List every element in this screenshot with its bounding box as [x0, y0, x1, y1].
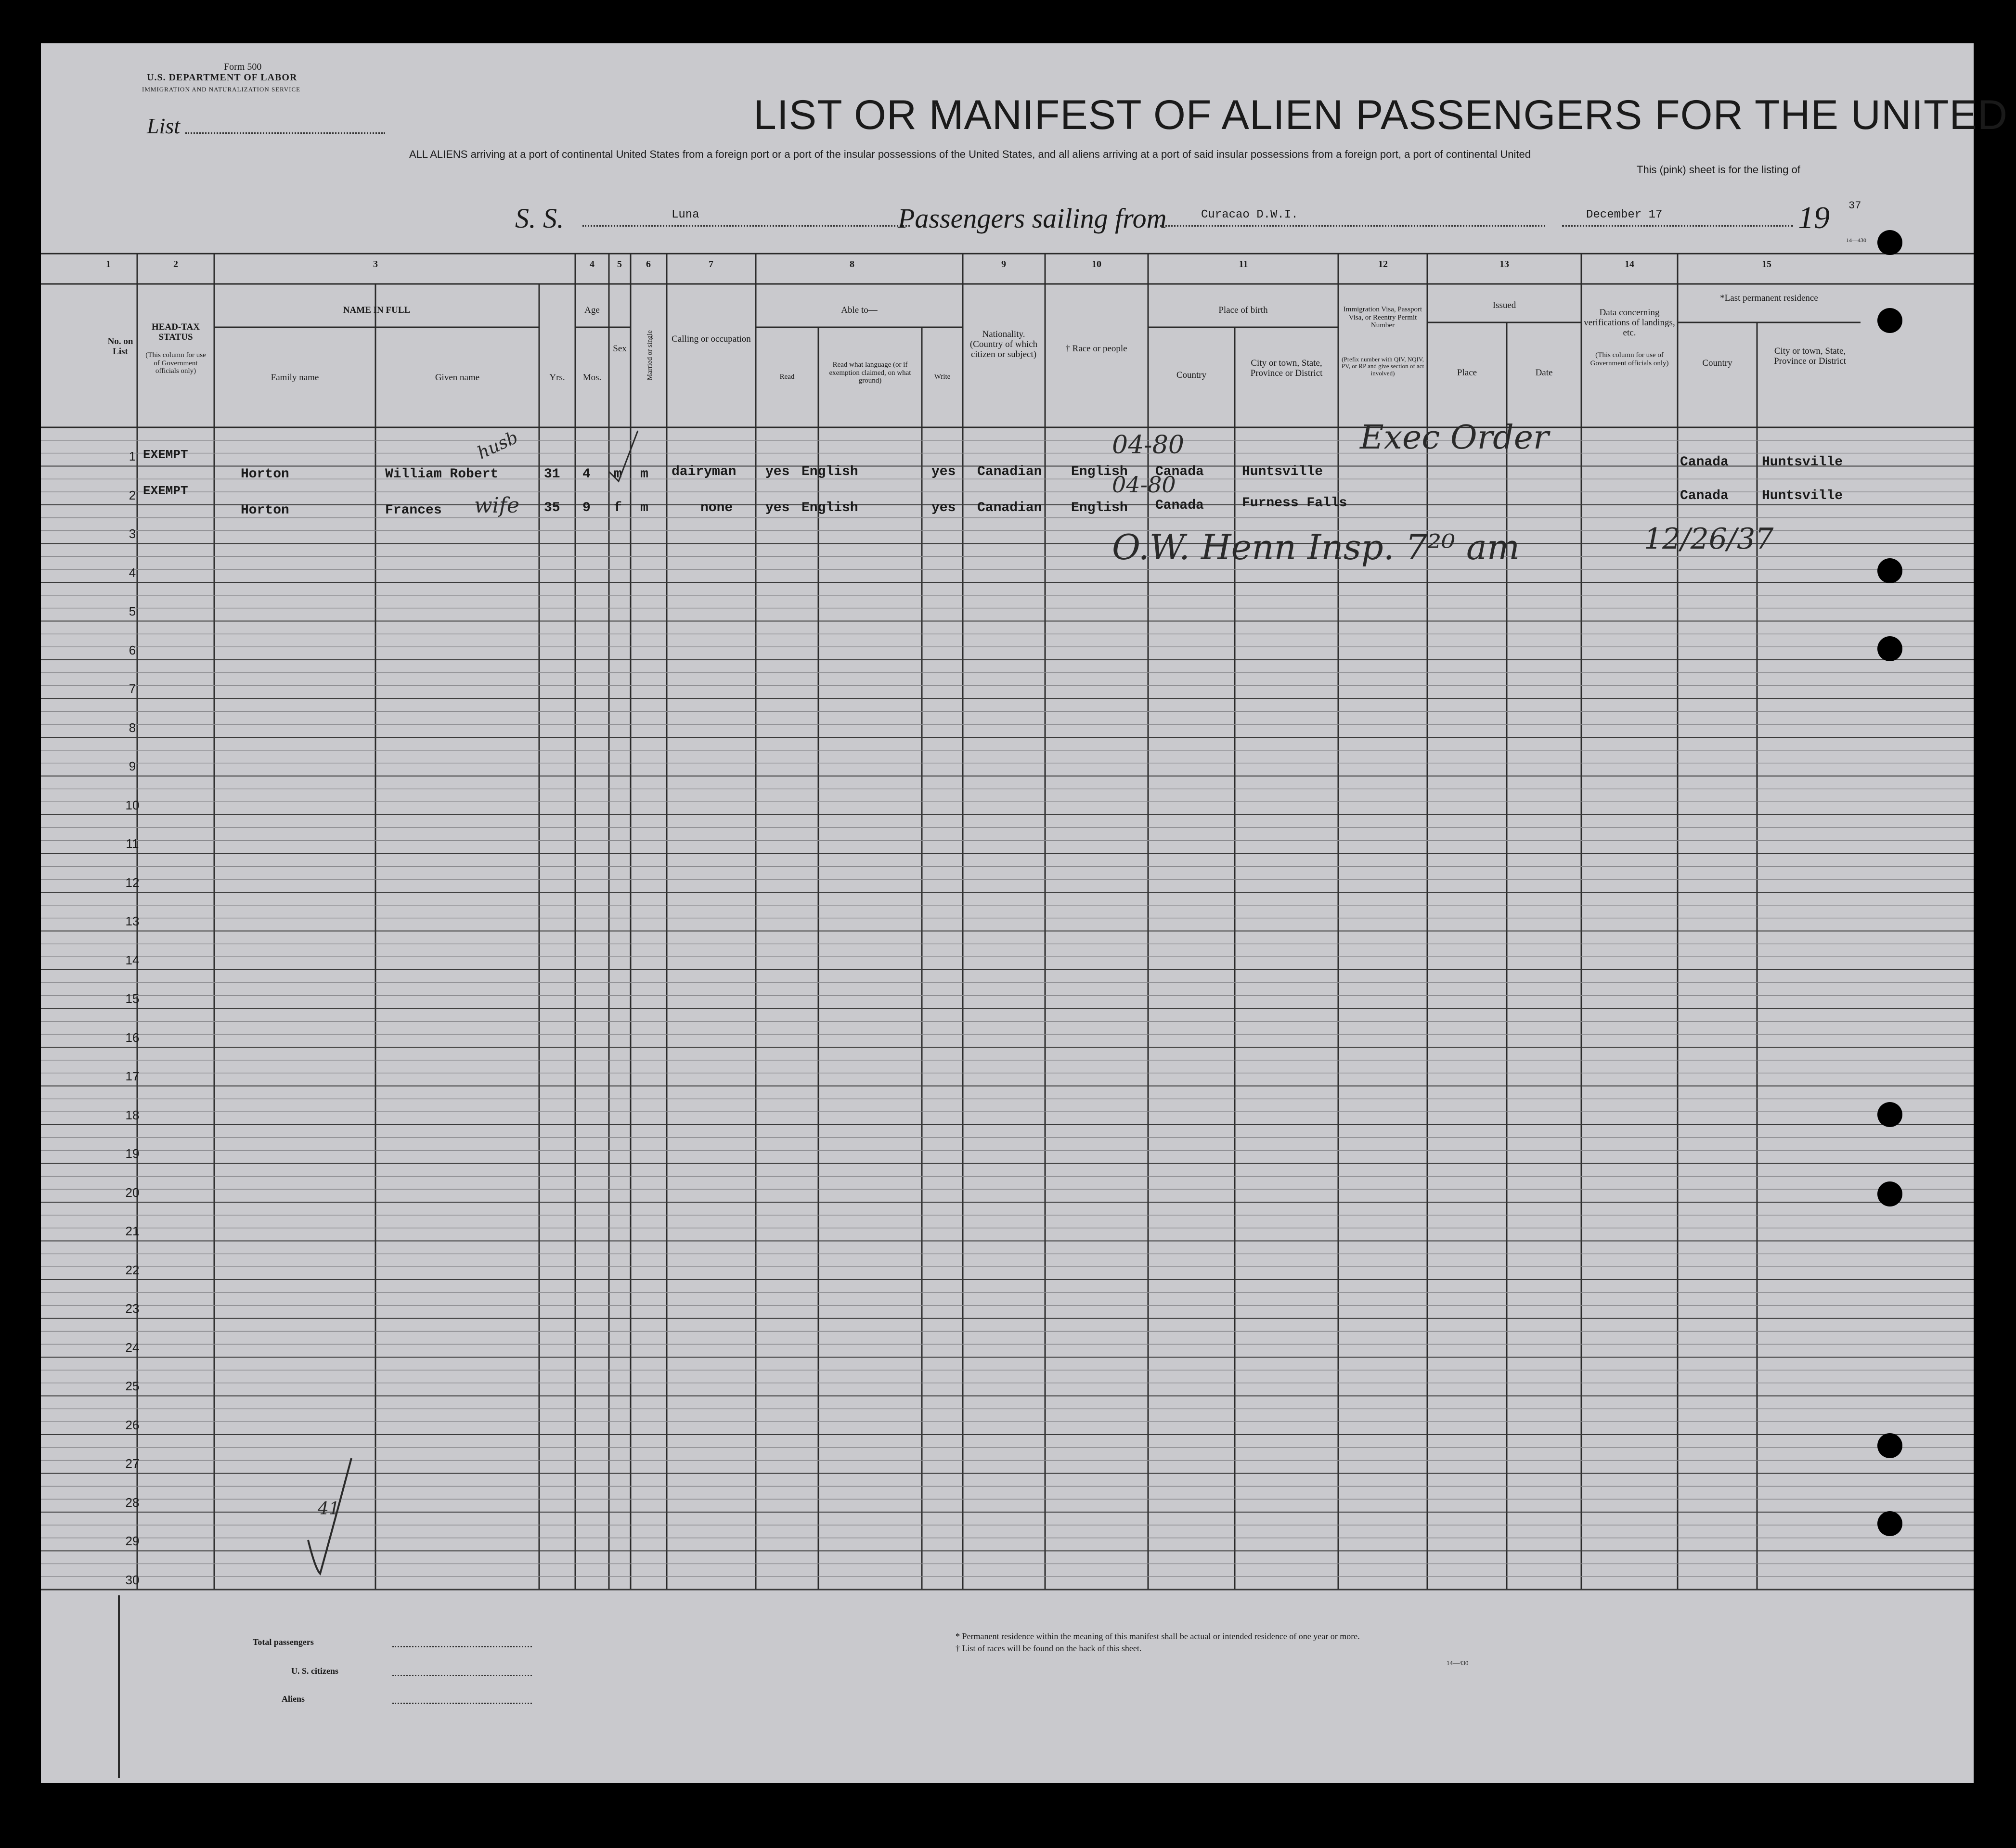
hdr-able-to: Able to—	[841, 305, 878, 315]
hdr-read: Read	[779, 373, 795, 381]
binder-hole	[1877, 1433, 1902, 1458]
service-name: IMMIGRATION AND NATURALIZATION SERVICE	[142, 86, 301, 93]
row-number: 30	[125, 1572, 140, 1587]
p2-calling: none	[700, 500, 733, 515]
year-prefix: 19	[1798, 200, 1830, 235]
col-num-14: 14	[1625, 259, 1634, 270]
col-num-12: 12	[1378, 259, 1388, 270]
manifest-sheet	[41, 43, 2008, 1783]
col-num-15: 15	[1762, 259, 1771, 270]
row-number: 24	[125, 1340, 140, 1355]
form-code: 14—430	[1846, 237, 1866, 244]
p1-calling: dairyman	[672, 464, 737, 479]
p2-race: English	[1071, 500, 1128, 515]
row-number: 29	[125, 1534, 140, 1548]
ss-label: S. S.	[515, 203, 564, 234]
handwritten-code-2: 04-80	[1112, 472, 1176, 498]
hdr-given-name: Given name	[435, 372, 480, 383]
hdr-yrs: Yrs.	[549, 372, 565, 383]
binder-hole	[1877, 1102, 1902, 1127]
row-number: 12	[125, 875, 140, 890]
p1-res-city: Huntsville	[1762, 455, 1843, 470]
hdr-age: Age	[584, 305, 600, 315]
row-number: 20	[125, 1185, 140, 1200]
sailing-date: December 17	[1586, 208, 1663, 221]
hdr-nationality: Nationality. (Country of which citizen or subject)	[969, 329, 1038, 359]
p1-birth-country: Canada	[1155, 464, 1204, 479]
binder-hole	[1877, 1181, 1902, 1206]
binder-hole	[1877, 1511, 1902, 1536]
us-citizens-label: U. S. citizens	[291, 1666, 338, 1676]
hdr-head-tax: HEAD-TAX STATUS	[152, 322, 200, 342]
hdr-race: † Race or people	[1065, 344, 1127, 354]
binder-hole	[1877, 308, 1902, 333]
citizens-line	[392, 1675, 532, 1676]
p2-head-tax: EXEMPT	[143, 484, 188, 498]
hdr-issued: Issued	[1492, 300, 1516, 310]
col-num-9: 9	[1001, 259, 1006, 270]
hdr-last-residence: *Last permanent residence	[1720, 293, 1818, 303]
binder-hole	[1877, 636, 1902, 661]
p2-res-country: Canada	[1680, 488, 1729, 503]
manifest-title: LIST OR MANIFEST OF ALIEN PASSENGERS FOR THE UNITED	[753, 92, 2008, 138]
aliens-line	[392, 1703, 532, 1704]
row-number: 7	[129, 681, 136, 696]
footnote-residence: * Permanent residence within the meaning of this manifest shall be actual or intended residence of one year or more.	[956, 1631, 1360, 1641]
row-number: 8	[129, 720, 136, 735]
hdr-read-what: Read what language (or if exemption claimed, on what ground)	[829, 361, 911, 385]
ship-name: Luna	[672, 208, 699, 221]
p2-married: m	[640, 500, 648, 515]
p1-nationality: Canadian	[977, 464, 1042, 479]
hdr-family-name: Family name	[271, 372, 319, 383]
binder-hole	[1877, 558, 1902, 583]
handwritten-insp-date: 12/26/37	[1644, 522, 1774, 556]
p1-write: yes	[931, 464, 956, 479]
p1-family-name: Horton	[241, 467, 289, 482]
hdr-birth-country: Country	[1176, 370, 1207, 380]
row-number: 25	[125, 1379, 140, 1393]
row-number: 3	[129, 526, 136, 541]
p1-sex: m	[614, 467, 622, 482]
hdr-issued-date: Date	[1535, 368, 1553, 378]
hdr-no-on-list: No. on List	[107, 336, 133, 357]
p1-res-country: Canada	[1680, 455, 1729, 470]
p1-language: English	[801, 464, 858, 479]
row-number: 6	[129, 642, 136, 657]
col-num-10: 10	[1092, 259, 1101, 270]
hdr-married: Married or single	[646, 330, 654, 381]
row-number: 1	[129, 449, 136, 463]
hdr-write: Write	[934, 373, 951, 381]
row-number: 26	[125, 1417, 140, 1432]
row-number: 14	[125, 952, 140, 967]
check-mark-icon	[303, 1453, 361, 1578]
handwritten-exec-order: Exec Order	[1360, 419, 1549, 457]
row-number: 10	[125, 797, 140, 812]
p1-head-tax: EXEMPT	[143, 448, 188, 462]
hdr-visa: Immigration Visa, Passport Visa, or Reentry Permit Number	[1343, 306, 1422, 329]
p2-given-name: Frances	[385, 503, 442, 518]
p2-res-city: Huntsville	[1762, 488, 1843, 503]
handwritten-wife: wife	[474, 493, 520, 518]
row-number: 11	[126, 836, 139, 851]
p2-age-mos: 9	[582, 500, 591, 515]
hdr-sex: Sex	[613, 344, 627, 354]
col-num-8: 8	[850, 259, 854, 270]
row-number: 16	[125, 1030, 140, 1045]
p2-read: yes	[765, 500, 790, 515]
col-num-11: 11	[1239, 259, 1248, 270]
total-passengers-label: Total passengers	[253, 1637, 314, 1647]
row-number: 21	[125, 1224, 140, 1238]
handwritten-husband: husb	[474, 427, 521, 463]
col-num-1: 1	[106, 259, 111, 270]
aliens-label: Aliens	[282, 1694, 305, 1704]
row-number: 13	[125, 914, 140, 928]
department-name: U.S. DEPARTMENT OF LABOR	[147, 72, 297, 83]
p1-age-yrs: 31	[544, 467, 560, 482]
hdr-name-in-full: NAME IN FULL	[343, 305, 411, 315]
binder-hole	[1877, 230, 1902, 255]
hdr-issued-place: Place	[1457, 368, 1477, 378]
p2-nationality: Canadian	[977, 500, 1042, 515]
row-number: 22	[125, 1262, 140, 1277]
p2-age-yrs: 35	[544, 500, 560, 515]
p1-age-mos: 4	[582, 467, 591, 482]
row-number: 28	[125, 1495, 140, 1510]
row-number: 19	[125, 1146, 140, 1161]
hdr-head-tax-note: (This column for use of Government officials only)	[145, 351, 206, 375]
p1-given-name: William Robert	[385, 467, 499, 482]
row-number: 2	[129, 488, 136, 502]
hdr-res-country: Country	[1702, 358, 1732, 368]
p2-sex: f	[614, 500, 622, 515]
hdr-verifications-note: (This column for use of Government officials only)	[1590, 351, 1669, 367]
p2-family-name: Horton	[241, 503, 289, 518]
row-number: 17	[125, 1069, 140, 1083]
hdr-visa-note: (Prefix number with QIV, NQIV, PV, or RP and give section of act involved)	[1341, 356, 1424, 377]
col-num-13: 13	[1499, 259, 1509, 270]
sailing-label: Passengers sailing from	[898, 203, 1167, 234]
p1-race: English	[1071, 464, 1128, 479]
col-num-5: 5	[617, 259, 622, 270]
p2-birth-city: Furness Falls	[1242, 496, 1347, 511]
total-line	[392, 1646, 532, 1647]
hdr-verifications: Data concerning verifications of landings, etc.	[1584, 308, 1675, 338]
list-label: List	[147, 114, 181, 138]
col-num-4: 4	[590, 259, 594, 270]
p2-write: yes	[931, 500, 956, 515]
hdr-birth-city: City or town, State, Province or District	[1250, 358, 1323, 378]
left-margin-mark	[118, 1595, 120, 1778]
p1-read: yes	[765, 464, 790, 479]
p2-birth-country: Canada	[1155, 498, 1204, 513]
form-number: Form 500	[224, 62, 262, 72]
col-num-6: 6	[646, 259, 651, 270]
check-mark-icon	[604, 428, 643, 486]
subtitle-line-2: This (pink) sheet is for the listing of	[1637, 164, 1800, 176]
footnote-races: † List of races will be found on the back of this sheet.	[956, 1643, 1142, 1653]
hdr-mos: Mos.	[582, 372, 602, 383]
col-num-7: 7	[709, 259, 713, 270]
hdr-place-of-birth: Place of birth	[1218, 305, 1268, 315]
col-num-3: 3	[373, 259, 378, 270]
row-number: 15	[125, 991, 140, 1006]
hdr-res-city: City or town, State, Province or District	[1774, 346, 1846, 366]
row-number: 4	[129, 565, 136, 580]
p2-language: English	[801, 500, 858, 515]
row-number: 18	[125, 1107, 140, 1122]
row-number: 9	[129, 759, 136, 773]
handwritten-code-1: 04-80	[1112, 431, 1184, 460]
year-suffix: 37	[1848, 200, 1861, 212]
p1-married: m	[640, 467, 648, 482]
row-number: 5	[129, 604, 136, 618]
p1-birth-city: Huntsville	[1242, 464, 1323, 479]
subtitle-line-1: ALL ALIENS arriving at a port of continental United States from a foreign port or a port of the insular possessions of the United States, and all aliens arriving at a port of said insular possessions from a foreign port, a port of continental United	[409, 148, 1531, 160]
handwritten-inspector: O.W. Henn Insp. 7²⁰ am	[1112, 527, 1520, 567]
departure-port: Curacao D.W.I.	[1201, 208, 1298, 221]
hdr-calling: Calling or occupation	[672, 334, 751, 344]
handwritten-tally: 41	[318, 1499, 340, 1519]
row-number: 23	[125, 1301, 140, 1316]
row-number: 27	[125, 1456, 140, 1471]
footer-code: 14—430	[1447, 1659, 1469, 1667]
col-num-2: 2	[173, 259, 178, 270]
